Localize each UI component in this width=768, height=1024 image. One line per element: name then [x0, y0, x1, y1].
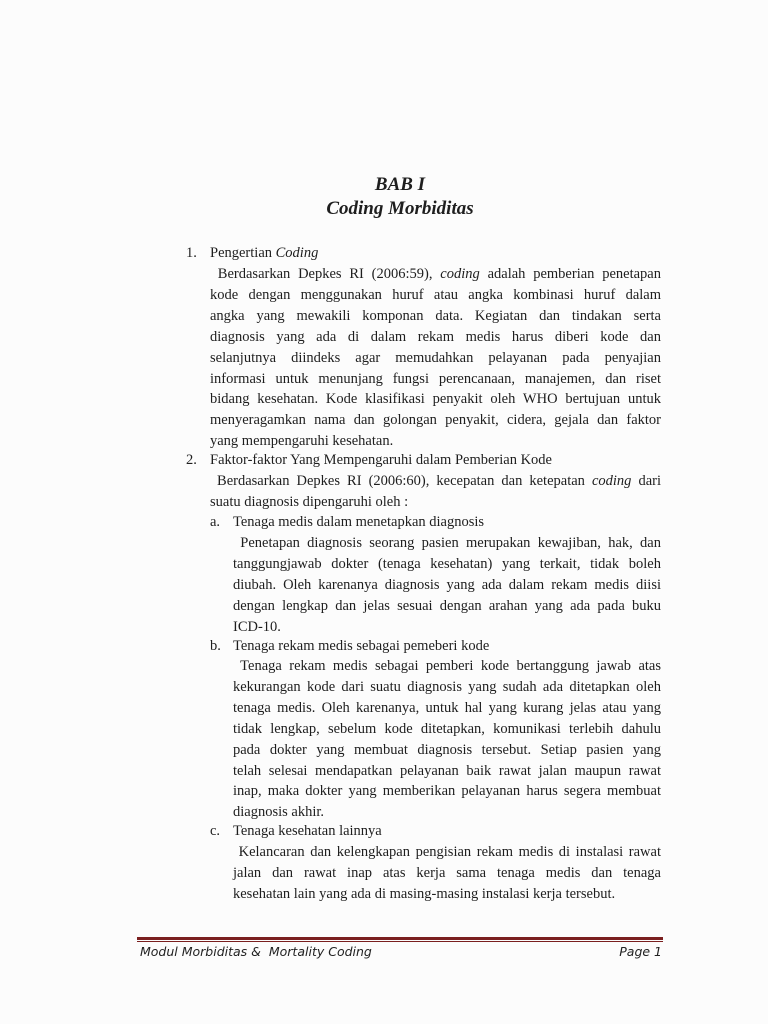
- chapter-title: BAB I: [374, 174, 426, 195]
- paragraph-line: Kelancaran dan kelengkapan pengisian rekam medis di instalasi rawat: [233, 844, 661, 860]
- paragraph-line: yang mempengaruhi kesehatan.: [210, 433, 394, 450]
- paragraph-line: pada dokter yang membuat diagnosis tersebut. Setiap pasien yang: [233, 741, 661, 758]
- paragraph-line: tenaga medis. Oleh karenanya, untuk hal yang kurang jelas atau yang: [233, 699, 661, 716]
- paragraph-line: bidang kesehatan. Kode klasifikasi penyakit oleh WHO bertujuan untuk: [210, 391, 661, 408]
- paragraph-line: tidak lengkap, sebelum kode ditetapkan, komunikasi terlebih dahulu: [233, 720, 661, 737]
- paragraph-line: Tenaga rekam medis sebagai pemberi kode bertanggung jawab atas: [233, 658, 661, 674]
- section-2-number: 2.: [186, 452, 197, 468]
- paragraph-line: kekurangan kode dari suatu diagnosis yang sudah ada ditetapkan oleh: [233, 678, 661, 695]
- section-1-paragraph: [210, 264, 661, 452]
- paragraph-line: angka yang mewakili komponan data. Kegiatan dan tindakan serta: [210, 307, 661, 324]
- paragraph-line: [210, 471, 661, 492]
- paragraph-line: menyeragamkan nama dan golongan penyakit, cidera, gejala dan faktor: [210, 412, 661, 429]
- subitem-a-label: a.: [210, 514, 221, 530]
- subitem-b-heading: Tenaga rekam medis sebagai pemeberi kode: [233, 638, 490, 654]
- section-1-heading-text: Pengertian: [210, 245, 276, 261]
- paragraph-line: [210, 264, 661, 285]
- subitem-c-heading: Tenaga kesehatan lainnya: [233, 823, 382, 839]
- page-number: Page 1: [619, 944, 662, 959]
- section-2-paragraph: [210, 471, 661, 513]
- footer-title: Modul Morbiditas & Mortality Coding: [140, 944, 372, 959]
- paragraph-line: diubah. Oleh karenanya diagnosis yang ada dalam rekam medis diisi: [233, 576, 661, 593]
- paragraph-line: suatu diagnosis dipengaruhi oleh :: [210, 493, 409, 510]
- line-emphasis: coding: [591, 473, 632, 489]
- paragraph-line: diagnosis akhir.: [233, 804, 325, 821]
- subitem-a-heading: Tenaga medis dalam menetapkan diagnosis: [233, 514, 485, 530]
- paragraph-line: kode dengan menggunakan huruf atau angka kombinasi huruf dalam: [210, 286, 661, 303]
- paragraph-line: dengan lengkap dan jelas sesuai dengan arahan yang ada pada buku: [233, 597, 661, 614]
- line-text: Berdasarkan Depkes RI (2006:60), kecepatan dan ketepatan: [210, 473, 592, 489]
- paragraph-line: diagnosis yang ada di dalam rekam medis harus diberi kode dan: [210, 328, 661, 345]
- paragraph-line: ICD-10.: [233, 618, 281, 635]
- paragraph-line: selanjutnya diindeks agar memudahkan pelayanan pada penyajian: [210, 349, 661, 366]
- subitem-b-paragraph: [233, 656, 661, 823]
- paragraph-line: inap, maka dokter yang memberikan pelayanan harus segera membuat: [233, 783, 661, 800]
- subitem-a-paragraph: [233, 533, 661, 638]
- paragraph-line: Penetapan diagnosis seorang pasien merupakan kewajiban, hak, dan: [233, 535, 661, 551]
- subitem-c-label: c.: [210, 823, 221, 839]
- section-1-heading-emphasis: Coding: [275, 245, 319, 261]
- section-1-heading: [210, 243, 318, 264]
- paragraph-line: jalan dan rawat inap atas kerja sama tenaga medis dan tenaga: [233, 864, 661, 881]
- chapter-subtitle: Coding Morbiditas: [326, 198, 474, 219]
- subitem-c-paragraph: [233, 842, 661, 905]
- paragraph-line: tanggungjawab dokter (tenaga kesehatan) yang terkait, tidak boleh: [233, 555, 661, 572]
- section-1-number: 1.: [186, 245, 197, 261]
- line-text: adalah pemberian penetapan: [479, 266, 661, 282]
- subitem-b-label: b.: [210, 638, 221, 654]
- section-2-heading: Faktor-faktor Yang Mempengaruhi dalam Pemberian Kode: [210, 452, 552, 468]
- footer-rule: [137, 937, 663, 940]
- paragraph-line: kesehatan lain yang ada di masing-masing instalasi kerja tersebut.: [233, 885, 616, 902]
- footer-rule-thin: [137, 941, 663, 942]
- paragraph-line: telah selesai mendapatkan pelayanan baik rawat jalan maupun rawat: [233, 762, 661, 779]
- line-emphasis: coding: [440, 266, 480, 282]
- paragraph-line: informasi untuk menunjang fungsi perencanaan, manajemen, dan riset: [210, 370, 661, 387]
- line-text: dari: [631, 473, 661, 489]
- line-text: Berdasarkan Depkes RI (2006:59),: [210, 266, 441, 282]
